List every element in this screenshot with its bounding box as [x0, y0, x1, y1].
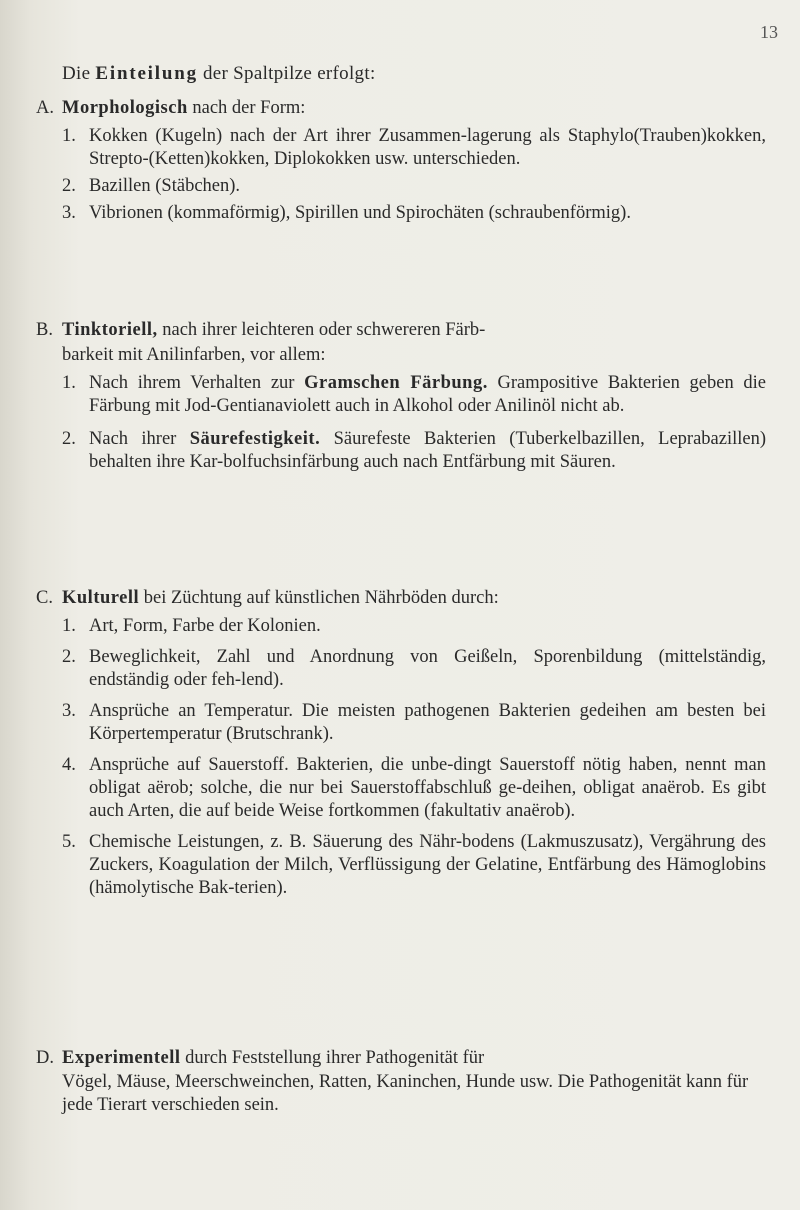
section-letter: D. — [36, 1048, 54, 1068]
list-item: 2. Nach ihrer Säurefestigkeit. Säurefeste Bakterien (Tuberkelbazillen, Leprabazillen) behalten ihre Kar-bolfuchsinfärbung auch nach Entfärbung mit Säuren. — [62, 429, 767, 472]
heading-prefix: Die — [62, 63, 91, 84]
list-item: 5. Chemische Leistungen, z. B. Säuerung des Nähr-bodens (Lakmuszusatz), Vergährung des Zuckers, Koagulation der Milch, Verflüssigung der Gelatine, Entfärbung des Hämoglobins (hämolytische Bak-terien). — [62, 832, 766, 898]
heading-keyword: Einteilung — [95, 63, 198, 84]
list-item: 1. Art, Form, Farbe der Kolonien. — [62, 616, 321, 636]
page-number: 13 — [760, 22, 778, 42]
list-item: 4. Ansprüche auf Sauerstoff. Bakterien, die unbe-dingt Sauerstoff nötig haben, nennt man obligat aërob; solche, die nur bei Sauerstoffabschluß ge-deihen, obligat anaërob. Es gibt auch Arten, die auf beide Weise fortkommen (fakultativ anaërob). — [62, 755, 766, 821]
section-letter: C. — [36, 588, 53, 608]
section-letter: B. — [36, 320, 53, 340]
list-item: 3. Vibrionen (kommaförmig), Spirillen und Spirochäten (schraubenförmig). — [62, 203, 631, 223]
section-intro-continued: barkeit mit Anilinfarben, vor allem: — [62, 345, 326, 365]
section-d — [36, 1046, 766, 1117]
section-a — [36, 96, 766, 225]
page-heading — [62, 63, 376, 85]
section-c — [36, 586, 766, 900]
section-b — [36, 318, 766, 474]
section-title: Kulturell — [62, 588, 140, 608]
list-item: 2. Bazillen (Stäbchen). — [62, 176, 241, 196]
heading-rest: der Spaltpilze erfolgt: — [202, 63, 376, 84]
list-item: 2. Beweglichkeit, Zahl und Anordnung von Geißeln, Sporenbildung (mittelständig, endständig oder feh-lend). — [62, 647, 766, 690]
section-title: Tinktoriell, — [62, 320, 158, 340]
list-item: 3. Ansprüche an Temperatur. Die meisten pathogenen Bakterien gedeihen am besten bei Körpertemperatur (Brutschrank). — [62, 701, 766, 744]
section-intro: nach der Form: — [192, 98, 306, 118]
section-title: Experimentell — [62, 1048, 181, 1068]
list-item: 1. Nach ihrem Verhalten zur Gramschen Färbung. Grampositive Bakterien geben die Färbung mit Jod-Gentianaviolett auch in Alkohol oder Anilinöl nicht ab. — [62, 373, 767, 416]
section-title: Morphologisch — [62, 98, 188, 118]
section-intro: durch Feststellung ihrer Pathogenität für — [185, 1048, 485, 1068]
section-intro: nach ihrer leichteren oder schwereren Färb- — [162, 320, 486, 340]
section-intro: bei Züchtung auf künstlichen Nährböden durch: — [143, 588, 499, 608]
section-letter: A. — [36, 98, 54, 118]
section-intro-continued: Vögel, Mäuse, Meerschweinchen, Ratten, Kaninchen, Hunde usw. Die Pathogenität kann für jede Tierart verschieden sein. — [62, 1072, 749, 1115]
list-item: 1. Kokken (Kugeln) nach der Art ihrer Zusammen-lagerung als Staphylo(Trauben)kokken, Strepto-(Ketten)kokken, Diplokokken usw. unterschieden. — [62, 126, 766, 169]
